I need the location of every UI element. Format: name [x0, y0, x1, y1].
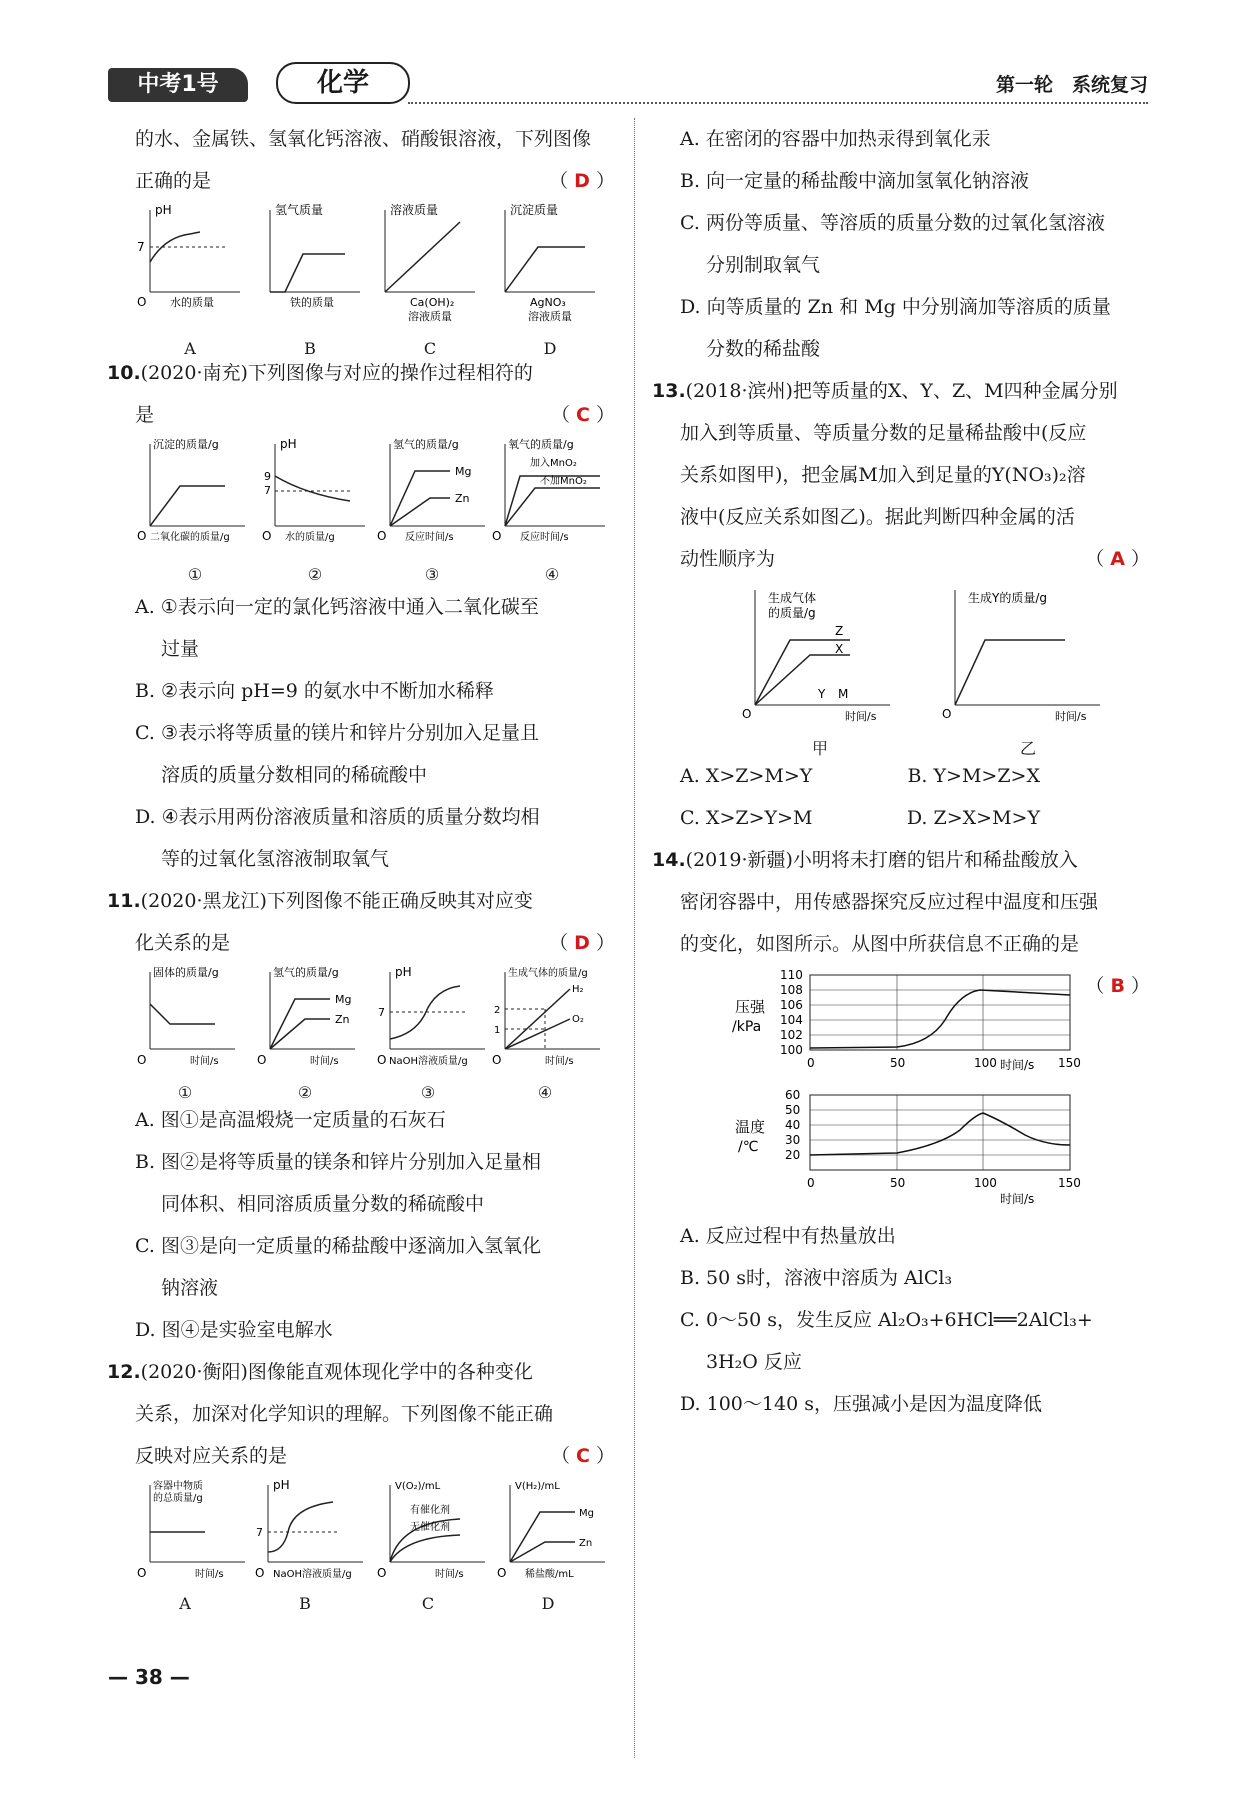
q12-option-a: A. 在密闭的容器中加热汞得到氧化汞	[680, 128, 991, 150]
x-label: AgNO₃	[530, 296, 566, 309]
q12-chart-d	[495, 1477, 610, 1582]
tick-label: 7	[264, 484, 271, 497]
chart-label: 甲	[811, 739, 828, 758]
q12-chart-c	[375, 1477, 490, 1582]
svg-text:O: O	[255, 1566, 265, 1580]
x-label: 时间/s	[1055, 710, 1087, 723]
q11-option-a: A. 图①是高温煅烧一定质量的石灰石	[135, 1109, 446, 1131]
series-label: 无催化剂	[410, 1522, 450, 1533]
chart-label: ①	[177, 1083, 193, 1102]
series-label: Z	[835, 624, 844, 638]
x-label: 水的质量	[170, 296, 214, 309]
chart-label: B	[299, 1594, 311, 1613]
y-label: pH	[273, 1478, 290, 1492]
svg-text:O: O	[942, 707, 952, 721]
x-label: 反应时间/s	[405, 532, 454, 543]
y-label: V(O₂)/mL	[395, 1481, 441, 1492]
y-unit: /kPa	[732, 1019, 762, 1035]
series-label: O₂	[572, 1014, 584, 1025]
svg-text:O: O	[137, 529, 147, 543]
q9-chart-c	[370, 202, 490, 332]
series-label: 不加MnO₂	[540, 476, 587, 487]
q12-charts	[135, 1477, 615, 1613]
q13-stem-5: 动性顺序为 （ A ）	[680, 538, 1150, 580]
q14-temperature-chart	[680, 1085, 1100, 1210]
tick-label: 7	[378, 1006, 385, 1019]
chart-label-d: D	[543, 339, 557, 358]
q14-option-c: C. 0～50 s，发生反应 Al₂O₃+6HCl══2AlCl₃+	[680, 1309, 1093, 1331]
tick-label: 50	[785, 1103, 801, 1117]
tick-label: 7	[137, 240, 145, 254]
tick-label: 102	[780, 1028, 803, 1042]
series-label: 加入MnO₂	[530, 458, 577, 469]
y-label: 沉淀质量	[510, 203, 559, 217]
y-label: pH	[395, 965, 412, 979]
tick-label: 106	[780, 998, 803, 1012]
series-logo: 中考1号	[108, 68, 248, 102]
chart-label: ④	[544, 565, 560, 584]
chart-label: ③	[424, 565, 440, 584]
q13-option-a: A. X>Z>M>Y	[680, 765, 813, 787]
q11-charts	[135, 964, 615, 1102]
x-label: 时间/s	[545, 1056, 574, 1067]
x-label: NaOH溶液质量/g	[273, 1569, 352, 1580]
series-label: Y	[818, 687, 826, 701]
tick-label: 40	[785, 1118, 801, 1132]
svg-text:O: O	[377, 1566, 387, 1580]
y-label: 溶液质量	[390, 203, 439, 217]
tick-label: 20	[785, 1148, 801, 1162]
q11-chart-1	[135, 964, 245, 1069]
q12-chart-b	[253, 1477, 368, 1582]
svg-text:O: O	[137, 1053, 147, 1067]
subject-badge: 化学	[276, 62, 410, 104]
q12-stem-3: 反映对应关系的是 （ C ）	[135, 1435, 615, 1477]
x-label: Ca(OH)₂	[410, 296, 455, 309]
page-number: — 38 —	[108, 1665, 190, 1689]
x-label: NaOH溶液质量/g	[389, 1056, 468, 1067]
svg-text:O: O	[492, 529, 502, 543]
q14-charts	[680, 965, 1150, 1215]
answer-badge: （ A ）	[1085, 548, 1150, 570]
tick-label: 7	[256, 1526, 263, 1539]
tick-label: 9	[264, 470, 271, 483]
q9-charts	[135, 202, 615, 358]
x-label: 时间/s	[310, 1056, 339, 1067]
q11-chart-4	[490, 964, 610, 1069]
round-label: 第一轮 系统复习	[995, 74, 1148, 96]
tick-label: 30	[785, 1133, 801, 1147]
tick-label: 60	[785, 1088, 801, 1102]
y-label: pH	[280, 437, 297, 451]
header-rule	[408, 102, 1148, 104]
chart-label: D	[541, 1594, 555, 1613]
q10-option-d-2: 等的过氧化氢溶液制取氧气	[161, 848, 390, 870]
q10-option-b: B. ②表示向 pH=9 的氨水中不断加水稀释	[135, 680, 494, 702]
q11-stem-2: 化关系的是 （ D ）	[135, 922, 615, 964]
series-label: Mg	[455, 465, 472, 478]
q11-chart-3	[375, 964, 490, 1069]
chart-label: ②	[307, 565, 323, 584]
x-label: 稀盐酸/mL	[525, 1569, 574, 1580]
series-label: Mg	[579, 1508, 594, 1519]
series-label: Zn	[579, 1538, 593, 1549]
y-label: 氢气质量	[275, 203, 324, 217]
y-label: pH	[155, 203, 172, 217]
q13-charts	[680, 580, 1150, 758]
y-label: 生成气体	[768, 591, 817, 605]
q13-option-d: D. Z>X>M>Y	[906, 807, 1040, 829]
tick-label: 104	[780, 1013, 803, 1027]
tick-label: 0	[807, 1176, 815, 1190]
chart-label-b: B	[304, 339, 316, 358]
answer-badge: （ B ）	[1085, 975, 1150, 997]
q13-options-row-1	[680, 755, 1040, 797]
y-label: 温度	[735, 1118, 766, 1136]
q14-option-d: D. 100～140 s，压强减小是因为温度降低	[680, 1393, 1042, 1415]
tick-label: 2	[494, 1005, 501, 1016]
q10-charts	[135, 436, 615, 586]
q10-stem-2: 是 （ C ）	[135, 394, 615, 436]
series-label: 有催化剂	[410, 1505, 450, 1516]
y-label: 氢气的质量/g	[393, 438, 459, 451]
q13-chart-yi	[940, 580, 1110, 730]
y-label: 沉淀的质量/g	[153, 438, 219, 451]
x-label: 时间/s	[195, 1569, 224, 1580]
q11-option-c: C. 图③是向一定质量的稀盐酸中逐滴加入氢氧化	[135, 1235, 541, 1257]
x-label: 时间/s	[1000, 1192, 1035, 1206]
q10-option-c: C. ③表示将等质量的镁片和锌片分别加入足量且	[135, 722, 539, 744]
tick-label: 100	[974, 1176, 997, 1190]
chart-label: ②	[297, 1083, 313, 1102]
q13-stem: 13.(2018·滨州)把等质量的X、Y、Z、M四种金属分别	[652, 380, 1118, 402]
q10-chart-3	[375, 436, 490, 546]
svg-text:O: O	[497, 1566, 507, 1580]
chart-label: ③	[420, 1083, 436, 1102]
svg-text:O: O	[742, 707, 752, 721]
q10-chart-1	[135, 436, 255, 546]
x-label: 时间/s	[1000, 1058, 1035, 1072]
tick-label: 50	[890, 1176, 906, 1190]
q11-option-b: B. 图②是将等质量的镁条和锌片分别加入足量相	[135, 1151, 542, 1173]
chart-label-c: C	[423, 339, 437, 358]
q13-options-row-2	[680, 797, 1040, 839]
q14-stem: 14.(2019·新疆)小明将未打磨的铝片和稀盐酸放入	[652, 849, 1078, 871]
series-label: H₂	[572, 984, 584, 995]
q9-chart-b	[255, 202, 365, 312]
chart-label: ①	[187, 565, 203, 584]
tick-label: 100	[974, 1056, 997, 1070]
column-divider	[634, 118, 635, 1758]
series-label: Zn	[335, 1013, 350, 1026]
y-label: 氧气的质量/g	[508, 438, 574, 451]
q14-stem-2: 密闭容器中，用传感器探究反应过程中温度和压强	[680, 891, 1099, 913]
q9-stem-2: 正确的是 （ D ）	[135, 160, 615, 202]
answer-badge: （ C ）	[550, 404, 615, 426]
chart-label: A	[179, 1594, 191, 1613]
answer-badge: （ D ）	[549, 170, 615, 192]
tick-label: 150	[1058, 1056, 1081, 1070]
q14-pressure-chart	[680, 965, 1100, 1080]
svg-text:O: O	[257, 1053, 267, 1067]
q13-chart-jia	[740, 580, 900, 730]
q10-option-a: A. ①表示向一定的氯化钙溶液中通入二氧化碳至	[135, 596, 539, 618]
svg-text:O: O	[377, 529, 387, 543]
q12-stem: 12.(2020·衡阳)图像能直观体现化学中的各种变化	[107, 1361, 533, 1383]
q12-option-b: B. 向一定量的稀盐酸中滴加氢氧化钠溶液	[680, 170, 1030, 192]
tick-label: 150	[1058, 1176, 1081, 1190]
q12-option-d: D. 向等质量的 Zn 和 Mg 中分别滴加等溶质的质量	[680, 296, 1111, 318]
tick-label: 0	[807, 1056, 815, 1070]
chart-label: C	[421, 1594, 435, 1613]
page-header	[108, 62, 1148, 104]
y-label: V(H₂)/mL	[515, 1481, 560, 1492]
tick-label: 110	[780, 968, 803, 982]
chart-label-a: A	[184, 339, 196, 358]
q9-stem: 的水、金属铁、氢氧化钙溶液、硝酸银溶液，下列图像	[135, 128, 592, 150]
series-label: M	[838, 687, 849, 701]
q10-chart-4	[490, 436, 615, 546]
q11-stem: 11.(2020·黑龙江)下列图像不能正确反映其对应变	[107, 890, 533, 912]
y-label-2: 的质量/g	[768, 606, 816, 620]
x-label-2: 溶液质量	[408, 310, 452, 323]
answer-badge: （ C ）	[550, 1445, 615, 1467]
q10-option-a-2: 过量	[161, 638, 200, 660]
x-label: 水的质量/g	[285, 532, 335, 543]
y-label-2: 的总质量/g	[153, 1493, 203, 1504]
svg-text:O: O	[137, 295, 147, 309]
y-label: 固体的质量/g	[153, 966, 219, 979]
q11-chart-2	[255, 964, 365, 1069]
q14-option-c-2: 3H₂O 反应	[706, 1351, 802, 1373]
y-label: 氢气的质量/g	[273, 966, 339, 979]
y-label: 压强	[735, 998, 766, 1016]
answer-badge: （ D ）	[549, 932, 615, 954]
q13-option-b: B. Y>M>Z>X	[907, 765, 1040, 787]
series-label: X	[835, 642, 844, 656]
series-label: Mg	[335, 993, 352, 1006]
tick-label: 108	[780, 983, 803, 997]
q10-chart-2	[260, 436, 370, 546]
y-label: 生成气体的质量/g	[508, 968, 588, 979]
q10-option-d: D. ④表示用两份溶液质量和溶质的质量分数均相	[135, 806, 540, 828]
q12-option-d-2: 分数的稀盐酸	[706, 338, 821, 360]
q13-stem-2: 加入到等质量、等质量分数的足量稀盐酸中(反应	[680, 422, 1087, 444]
x-label: 时间/s	[435, 1569, 464, 1580]
svg-text:O: O	[492, 1053, 502, 1067]
q14-option-a: A. 反应过程中有热量放出	[680, 1225, 896, 1247]
q12-option-c: C. 两份等质量、等溶质的质量分数的过氧化氢溶液	[680, 212, 1105, 234]
q14-option-b: B. 50 s时，溶液中溶质为 AlCl₃	[680, 1267, 953, 1289]
q13-stem-4: 液中(反应关系如图乙)。据此判断四种金属的活	[680, 506, 1075, 528]
right-column	[652, 118, 1150, 1425]
left-column	[107, 118, 615, 1613]
q10-option-c-2: 溶质的质量分数相同的稀硫酸中	[161, 764, 428, 786]
x-label: 反应时间/s	[520, 532, 569, 543]
q13-option-c: C. X>Z>Y>M	[680, 807, 813, 829]
q10-stem: 10.(2020·南充)下列图像与对应的操作过程相符的	[107, 362, 533, 384]
tick-label: 50	[890, 1056, 906, 1070]
q12-stem-2: 关系，加深对化学知识的理解。下列图像不能正确	[135, 1403, 554, 1425]
q9-chart-a	[135, 202, 245, 312]
y-label: 生成Y的质量/g	[968, 591, 1047, 605]
svg-text:O: O	[262, 529, 272, 543]
series-label: Zn	[455, 492, 470, 505]
tick-label: 100	[780, 1043, 803, 1057]
svg-text:O: O	[137, 1566, 147, 1580]
x-label: 二氧化碳的质量/g	[150, 532, 230, 543]
q12-option-c-2: 分别制取氧气	[706, 254, 821, 276]
q9-chart-d	[490, 202, 610, 332]
q11-option-c-2: 钠溶液	[161, 1277, 219, 1299]
q14-stem-3: 的变化，如图所示。从图中所获信息不正确的是	[680, 933, 1080, 955]
x-label: 时间/s	[845, 710, 877, 723]
y-unit: /℃	[738, 1139, 759, 1155]
chart-label: 乙	[1019, 739, 1036, 758]
q11-option-b-2: 同体积、相同溶质质量分数的稀硫酸中	[161, 1193, 485, 1215]
tick-label: 1	[494, 1025, 501, 1036]
x-label: 时间/s	[190, 1056, 219, 1067]
y-label: 容器中物质	[153, 1481, 203, 1492]
q12-chart-a	[135, 1477, 250, 1582]
q11-option-d: D. 图④是实验室电解水	[135, 1319, 333, 1341]
q13-stem-3: 关系如图甲)，把金属M加入到足量的Y(NO₃)₂溶	[680, 464, 1086, 486]
x-label: 铁的质量	[290, 296, 334, 309]
chart-label: ④	[537, 1083, 553, 1102]
x-label-2: 溶液质量	[528, 310, 572, 323]
svg-text:O: O	[377, 1053, 387, 1067]
